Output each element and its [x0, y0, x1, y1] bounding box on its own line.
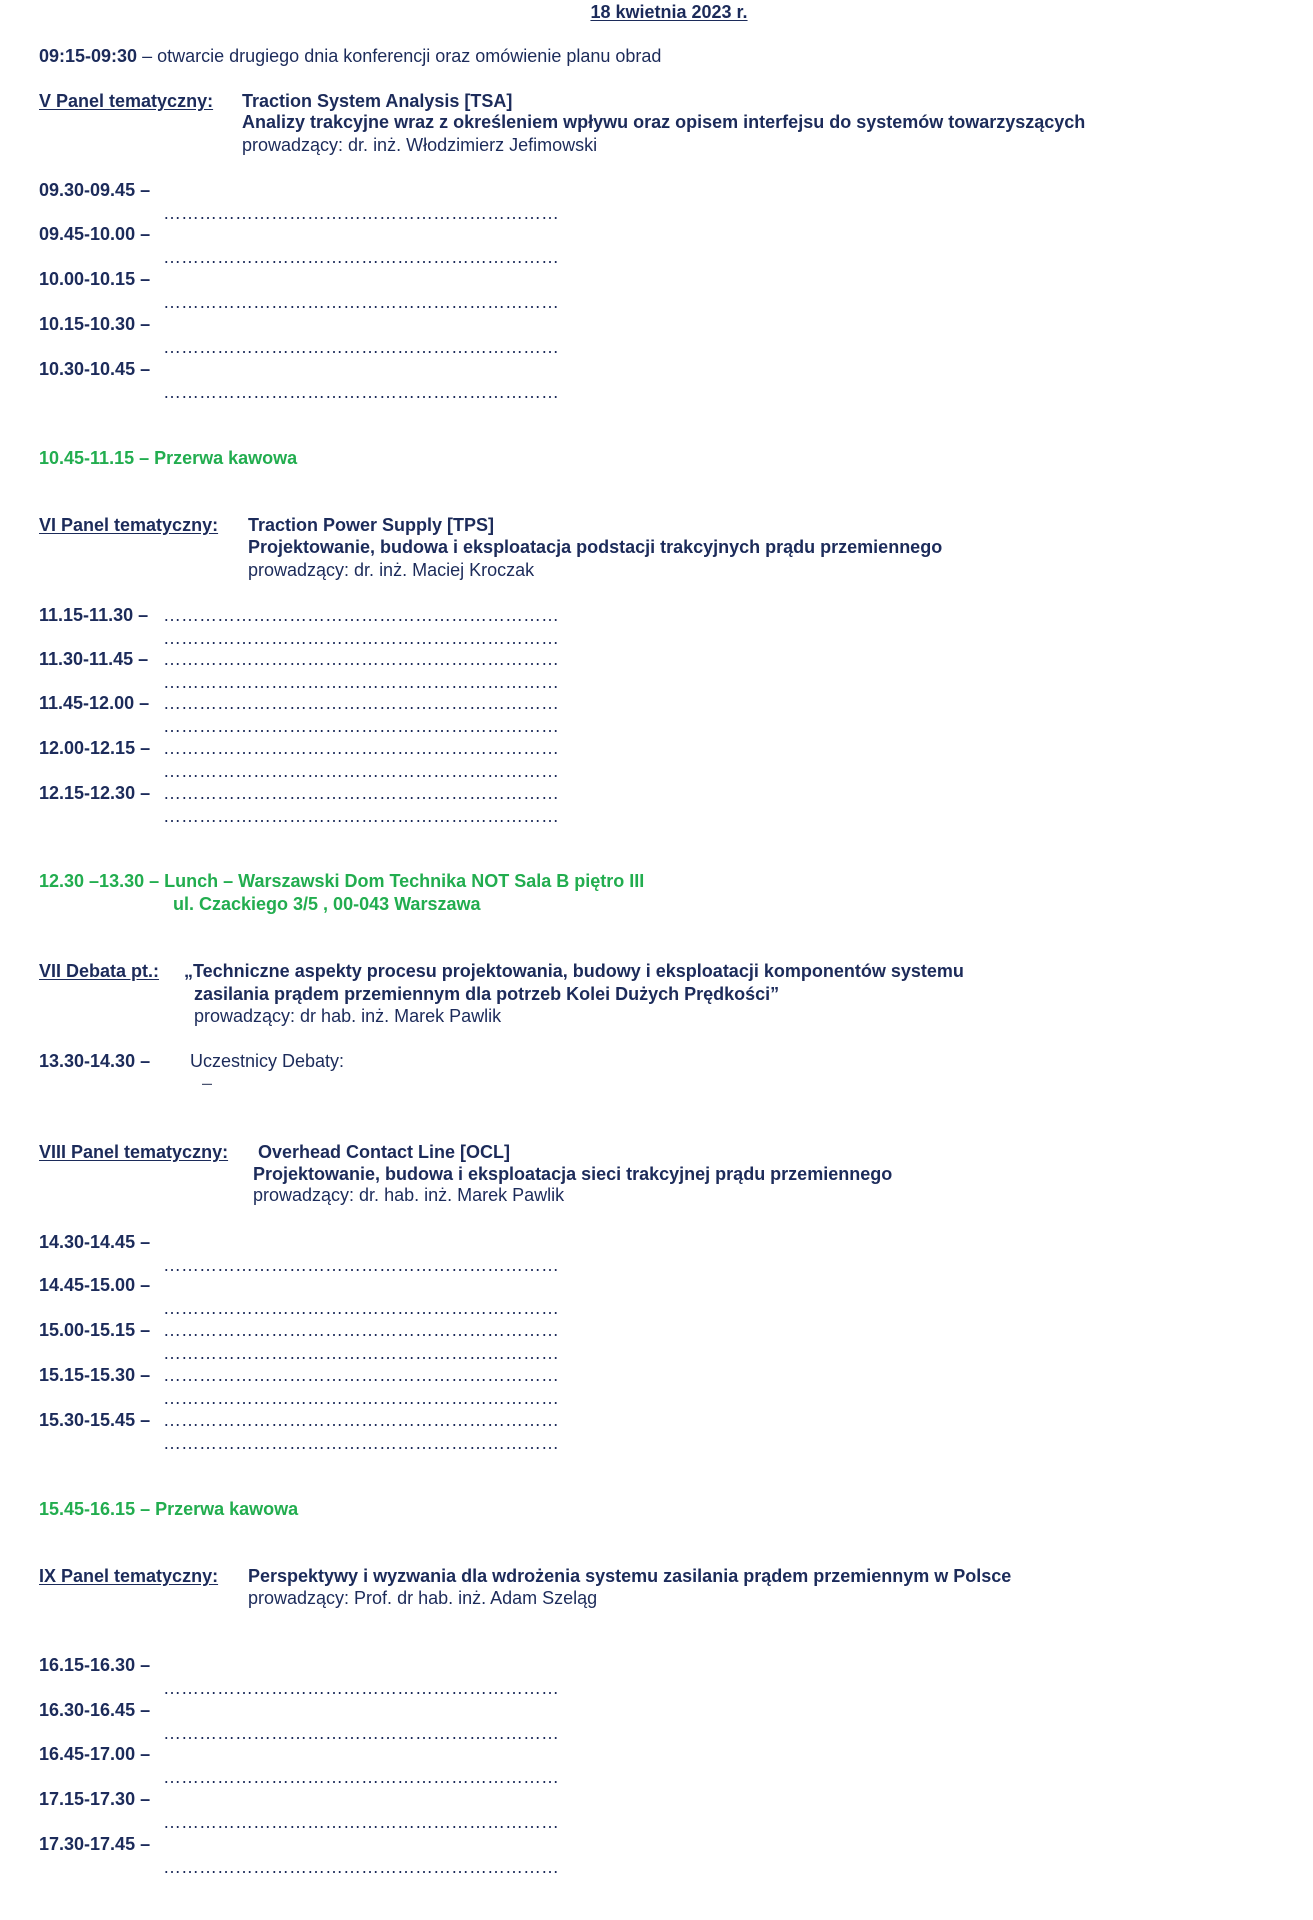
- slot-placeholder-dots: …………………………………………………………: [163, 1298, 559, 1318]
- slot-placeholder-dots: …………………………………………………………: [163, 1255, 559, 1275]
- opening-time: 09:15-09:30: [39, 46, 138, 66]
- slot-placeholder-dots: …………………………………………………………: [163, 1320, 559, 1340]
- slot-placeholder-dots: …………………………………………………………: [163, 337, 559, 357]
- slot-placeholder-dots: …………………………………………………………: [163, 1723, 559, 1743]
- slot-time: 16.45-17.00 –: [39, 1744, 151, 1764]
- panel-v-label: V Panel tematyczny:: [39, 91, 214, 111]
- slot-placeholder-dots: …………………………………………………………: [163, 1343, 559, 1363]
- slot-placeholder-dots: …………………………………………………………: [163, 292, 559, 312]
- panel-vi-subtitle: Projektowanie, budowa i eksploatacja podstacji trakcyjnych prądu przemiennego: [248, 537, 943, 557]
- slot-placeholder-dots: …………………………………………………………: [163, 693, 559, 713]
- slot-placeholder-dots: …………………………………………………………: [163, 382, 559, 402]
- slot-time: 11.30-11.45 –: [39, 649, 149, 669]
- panel-vi-moderator: prowadzący: dr. inż. Maciej Kroczak: [248, 560, 535, 580]
- slot-placeholder-dots: …………………………………………………………: [163, 1433, 559, 1453]
- slot-time: 12.00-12.15 –: [39, 738, 151, 758]
- slot-time: 16.15-16.30 –: [39, 1655, 151, 1675]
- slot-placeholder-dots: …………………………………………………………: [163, 649, 559, 669]
- slot-time: 11.45-12.00 –: [39, 693, 150, 713]
- panel-v-subtitle: Analizy trakcyjne wraz z określeniem wpływu oraz opisem interfejsu do systemów towarzyszących: [242, 112, 1086, 132]
- panel-ix-moderator: prowadzący: Prof. dr hab. inż. Adam Szeląg: [248, 1588, 598, 1608]
- panel-v-moderator: prowadzący: dr. inż. Włodzimierz Jefimowski: [242, 135, 598, 155]
- coffee-break: 10.45-11.15 – Przerwa kawowa: [39, 448, 298, 468]
- panel-viii-moderator: prowadzący: dr. hab. inż. Marek Pawlik: [253, 1185, 565, 1205]
- slot-placeholder-dots: …………………………………………………………: [163, 672, 559, 692]
- panel-viii-subtitle: Projektowanie, budowa i eksploatacja sieci trakcyjnej prądu przemiennego: [253, 1164, 893, 1184]
- slot-time: 17.15-17.30 –: [39, 1789, 151, 1809]
- panel-vi-label: VI Panel tematyczny:: [39, 515, 219, 535]
- debate-title-line1: „Techniczne aspekty procesu projektowania, budowy i eksploatacji komponentów systemu: [184, 961, 964, 981]
- opening-line: [39, 45, 661, 67]
- lunch-line: 12.30 –13.30 – Lunch – Warszawski Dom Technika NOT Sala B piętro III: [39, 871, 645, 891]
- slot-placeholder-dots: …………………………………………………………: [163, 605, 559, 625]
- slot-placeholder-dots: …………………………………………………………: [163, 761, 559, 781]
- panel-v-title: Traction System Analysis [TSA]: [242, 91, 513, 111]
- debate-participants-label: Uczestnicy Debaty:: [190, 1051, 345, 1071]
- slot-time: 15.00-15.15 –: [39, 1320, 151, 1340]
- debate-label: VII Debata pt.:: [39, 961, 160, 981]
- slot-time: 09.45-10.00 –: [39, 224, 151, 244]
- slot-placeholder-dots: …………………………………………………………: [163, 716, 559, 736]
- slot-placeholder-dots: …………………………………………………………: [163, 738, 559, 758]
- debate-time: 13.30-14.30 –: [39, 1051, 151, 1071]
- agenda-date: 18 kwietnia 2023 r.: [590, 2, 748, 22]
- lunch-address: ul. Czackiego 3/5 , 00-043 Warszawa: [173, 894, 481, 914]
- slot-placeholder-dots: …………………………………………………………: [163, 628, 559, 648]
- slot-time: 16.30-16.45 –: [39, 1700, 151, 1720]
- slot-time: 11.15-11.30 –: [39, 605, 149, 625]
- slot-placeholder-dots: …………………………………………………………: [163, 783, 559, 803]
- debate-participants-dash: –: [202, 1073, 213, 1093]
- panel-viii-title: Overhead Contact Line [OCL]: [258, 1142, 511, 1162]
- slot-placeholder-dots: …………………………………………………………: [163, 1410, 559, 1430]
- opening-description: – otwarcie drugiego dnia konferencji oraz omówienie planu obrad: [142, 46, 662, 66]
- slot-placeholder-dots: …………………………………………………………: [163, 1365, 559, 1385]
- slot-placeholder-dots: …………………………………………………………: [163, 1812, 559, 1832]
- slot-time: 12.15-12.30 –: [39, 783, 151, 803]
- slot-placeholder-dots: …………………………………………………………: [163, 1857, 559, 1877]
- coffee-break: 15.45-16.15 – Przerwa kawowa: [39, 1499, 299, 1519]
- debate-title-line2: zasilania prądem przemiennym dla potrzeb Kolei Dużych Prędkości”: [194, 984, 780, 1004]
- panel-ix-title: Perspektywy i wyzwania dla wdrożenia systemu zasilania prądem przemiennym w Polsce: [248, 1566, 1012, 1586]
- slot-time: 17.30-17.45 –: [39, 1834, 151, 1854]
- slot-placeholder-dots: …………………………………………………………: [163, 203, 559, 223]
- slot-placeholder-dots: …………………………………………………………: [163, 806, 559, 826]
- panel-ix-label: IX Panel tematyczny:: [39, 1566, 219, 1586]
- slot-placeholder-dots: …………………………………………………………: [163, 1388, 559, 1408]
- slot-time: 10.00-10.15 –: [39, 269, 151, 289]
- slot-placeholder-dots: …………………………………………………………: [163, 1678, 559, 1698]
- slot-time: 15.15-15.30 –: [39, 1365, 151, 1385]
- panel-viii-label: VIII Panel tematyczny:: [39, 1142, 229, 1162]
- slot-time: 10.15-10.30 –: [39, 314, 151, 334]
- slot-time: 15.30-15.45 –: [39, 1410, 151, 1430]
- slot-time: 10.30-10.45 –: [39, 359, 151, 379]
- slot-placeholder-dots: …………………………………………………………: [163, 1767, 559, 1787]
- slot-time: 09.30-09.45 –: [39, 180, 151, 200]
- slot-time: 14.45-15.00 –: [39, 1275, 151, 1295]
- slot-time: 14.30-14.45 –: [39, 1232, 151, 1252]
- debate-moderator: prowadzący: dr hab. inż. Marek Pawlik: [194, 1006, 502, 1026]
- slot-placeholder-dots: …………………………………………………………: [163, 247, 559, 267]
- panel-vi-title: Traction Power Supply [TPS]: [248, 515, 495, 535]
